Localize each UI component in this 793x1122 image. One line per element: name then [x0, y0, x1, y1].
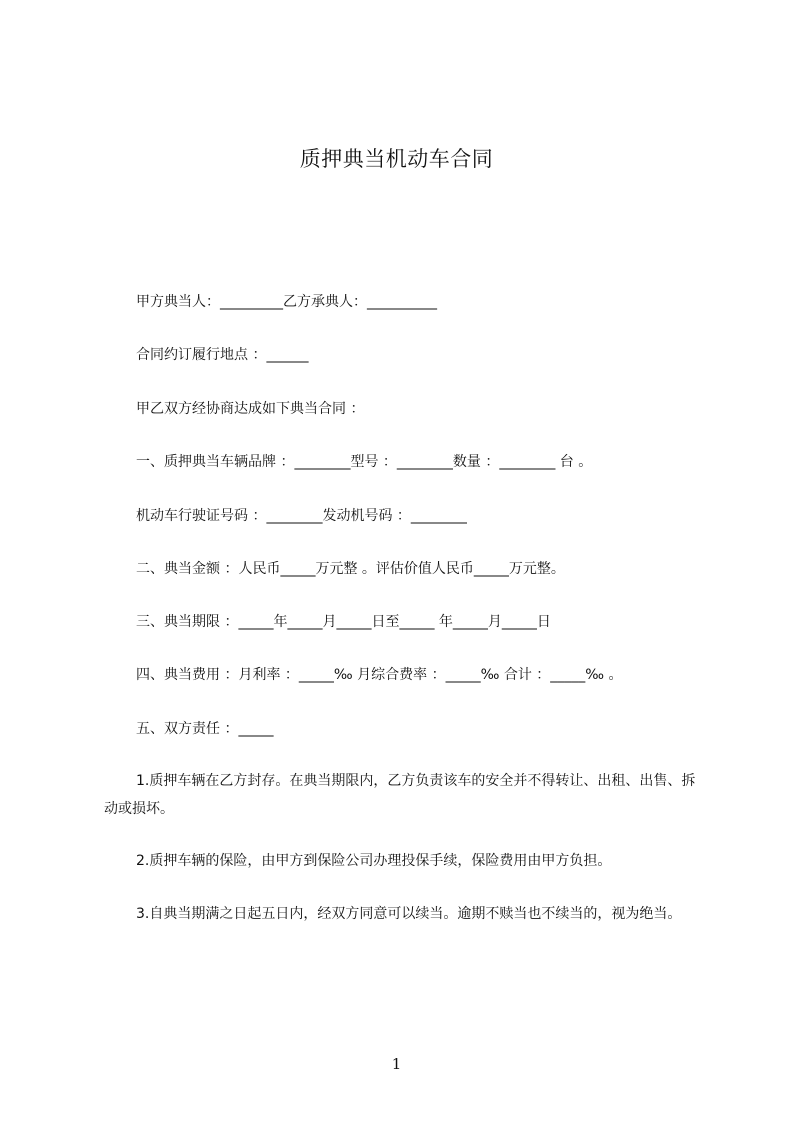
pawn-amount-line: 二、典当金额 ：人民币_____万元整 。评估价值人民币_____万元整。 — [136, 561, 565, 577]
page-number: 1 — [391, 1055, 402, 1073]
agreement-intro-line: 甲乙双方经协商达成如下典当合同 ： — [136, 401, 365, 417]
contract-location-line: 合同约订履行地点 ：______ — [136, 347, 309, 363]
clause-1-paragraph: 1.质押车辆在乙方封存。在典当期限内，乙方负责该车的安全并不得转让、出租、出售、拆动或损坏。 — [104, 773, 696, 817]
responsibilities-line: 五、双方责任 ：_____ — [136, 721, 274, 737]
vehicle-brand-line: 一、质押典当车辆品牌 ：________型号 ：________数量 ：________ 台 。 — [136, 454, 593, 470]
clause-2-paragraph: 2.质押车辆的保险，由甲方到保险公司办理投保手续，保险费用由甲方负担。 — [136, 853, 612, 869]
parties-line: 甲方典当人：_________乙方承典人：__________ — [136, 294, 437, 310]
page-title: 质押典当机动车合同 — [299, 147, 494, 171]
pawn-fee-line: 四、典当费用 ：月利率 ：_____‰ 月综合费率 ：_____‰ 合计 ：_____‰ 。 — [136, 667, 623, 683]
clause-3-paragraph: 3.自典当期满之日起五日内，经双方同意可以续当。逾期不赎当也不续当的，视为绝当。 — [136, 906, 682, 922]
pawn-period-line: 三、典当期限 ：_____年_____月_____日至_____ 年_____月_____日 — [136, 614, 551, 630]
license-engine-line: 机动车行驶证号码 ：________发动机号码 ：________ — [136, 508, 467, 524]
